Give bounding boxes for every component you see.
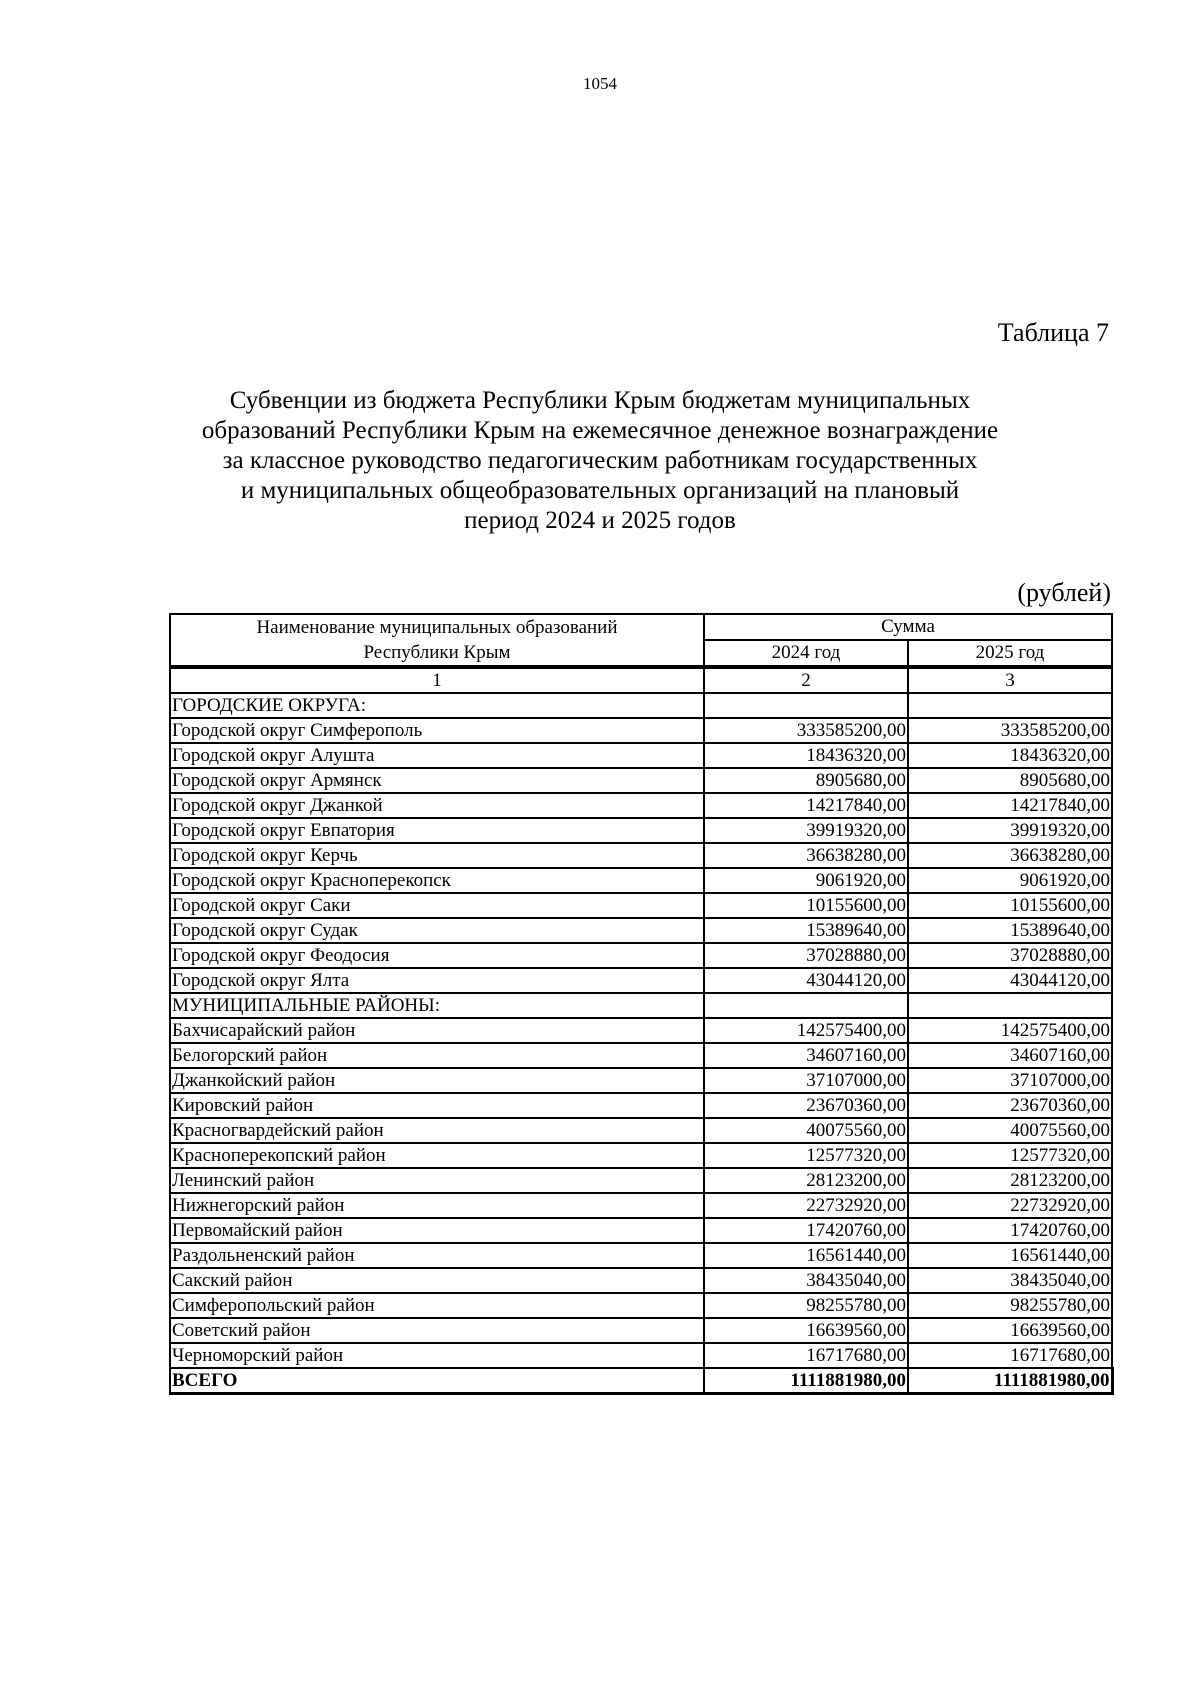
municipality-name: Красноперекопский район bbox=[170, 1143, 704, 1168]
amount-2024: 9061920,00 bbox=[704, 868, 908, 893]
table-row bbox=[170, 1143, 1112, 1168]
municipality-name: Городской округ Ялта bbox=[170, 968, 704, 993]
header-name-line1: Наименование муниципальных образований bbox=[256, 617, 618, 638]
amount-2025: 9061920,00 bbox=[908, 868, 1112, 893]
total-label: ВСЕГО bbox=[170, 1368, 704, 1394]
amount-2025: 43044120,00 bbox=[908, 968, 1112, 993]
table-row bbox=[170, 1168, 1112, 1193]
total-2024: 1111881980,00 bbox=[704, 1368, 908, 1394]
municipality-name: МУНИЦИПАЛЬНЫЕ РАЙОНЫ: bbox=[170, 993, 704, 1018]
amount-2025: 39919320,00 bbox=[908, 818, 1112, 843]
amount-2025: 10155600,00 bbox=[908, 893, 1112, 918]
amount-2025: 40075560,00 bbox=[908, 1118, 1112, 1143]
table-row bbox=[170, 993, 1112, 1018]
table-row bbox=[170, 818, 1112, 843]
municipality-name: Советский район bbox=[170, 1318, 704, 1343]
municipality-name: Сакский район bbox=[170, 1268, 704, 1293]
page-number: 1054 bbox=[583, 74, 617, 93]
amount-2024: 15389640,00 bbox=[704, 918, 908, 943]
amount-2025 bbox=[908, 693, 1112, 718]
municipality-name: Городской округ Судак bbox=[170, 918, 704, 943]
municipality-name: Черноморский район bbox=[170, 1343, 704, 1368]
table-row bbox=[170, 1193, 1112, 1218]
column-number: 2 bbox=[704, 667, 908, 693]
amount-2025: 142575400,00 bbox=[908, 1018, 1112, 1043]
title-line: период 2024 и 2025 годов bbox=[464, 507, 736, 534]
municipality-name: Городской округ Джанкой bbox=[170, 793, 704, 818]
amount-2025: 37107000,00 bbox=[908, 1068, 1112, 1093]
table-row bbox=[170, 843, 1112, 868]
subventions-table bbox=[169, 613, 1114, 1395]
amount-2024: 34607160,00 bbox=[704, 1043, 908, 1068]
amount-2025: 15389640,00 bbox=[908, 918, 1112, 943]
amount-2024: 37107000,00 bbox=[704, 1068, 908, 1093]
municipality-name: Красногвардейский район bbox=[170, 1118, 704, 1143]
total-row bbox=[170, 1368, 1112, 1394]
amount-2024: 142575400,00 bbox=[704, 1018, 908, 1043]
table-row bbox=[170, 1068, 1112, 1093]
table-row bbox=[170, 1118, 1112, 1143]
table-row bbox=[170, 1093, 1112, 1118]
amount-2024: 22732920,00 bbox=[704, 1193, 908, 1218]
municipality-name: Первомайский район bbox=[170, 1218, 704, 1243]
table-row bbox=[170, 1343, 1112, 1368]
amount-2024: 36638280,00 bbox=[704, 843, 908, 868]
municipality-name: Белогорский район bbox=[170, 1043, 704, 1068]
table-row bbox=[170, 768, 1112, 793]
municipality-name: Городской округ Феодосия bbox=[170, 943, 704, 968]
municipality-name: Городской округ Алушта bbox=[170, 743, 704, 768]
amount-2024: 23670360,00 bbox=[704, 1093, 908, 1118]
header-sum: Сумма bbox=[704, 614, 1112, 640]
amount-2025 bbox=[908, 993, 1112, 1018]
total-2025: 1111881980,00 bbox=[908, 1368, 1112, 1394]
table-row bbox=[170, 1243, 1112, 1268]
header-name-cell bbox=[170, 614, 704, 667]
table-row bbox=[170, 693, 1112, 718]
amount-2025: 16639560,00 bbox=[908, 1318, 1112, 1343]
header-year-2024: 2024 год bbox=[704, 640, 908, 667]
amount-2025: 12577320,00 bbox=[908, 1143, 1112, 1168]
table-row bbox=[170, 718, 1112, 743]
municipality-name: Городской округ Керчь bbox=[170, 843, 704, 868]
table-row bbox=[170, 1218, 1112, 1243]
amount-2024: 16561440,00 bbox=[704, 1243, 908, 1268]
amount-2025: 28123200,00 bbox=[908, 1168, 1112, 1193]
table-row bbox=[170, 743, 1112, 768]
municipality-name: Городской округ Саки bbox=[170, 893, 704, 918]
municipality-name: Городской округ Армянск bbox=[170, 768, 704, 793]
amount-2024: 37028880,00 bbox=[704, 943, 908, 968]
amount-2024: 98255780,00 bbox=[704, 1293, 908, 1318]
table-header bbox=[170, 614, 1112, 667]
amount-2025: 22732920,00 bbox=[908, 1193, 1112, 1218]
title-line: образований Республики Крым на ежемесячное денежное вознаграждение bbox=[201, 417, 999, 444]
column-number: 3 bbox=[908, 667, 1112, 693]
document-title bbox=[150, 386, 1050, 536]
amount-2025: 16561440,00 bbox=[908, 1243, 1112, 1268]
amount-2024: 18436320,00 bbox=[704, 743, 908, 768]
amount-2024: 28123200,00 bbox=[704, 1168, 908, 1193]
amount-2024 bbox=[704, 993, 908, 1018]
amount-2024: 39919320,00 bbox=[704, 818, 908, 843]
table-row bbox=[170, 943, 1112, 968]
table-row bbox=[170, 1268, 1112, 1293]
table-row bbox=[170, 1043, 1112, 1068]
municipality-name: Симферопольский район bbox=[170, 1293, 704, 1318]
amount-2025: 34607160,00 bbox=[908, 1043, 1112, 1068]
units-label: (рублей) bbox=[1017, 578, 1111, 607]
table-row bbox=[170, 1318, 1112, 1343]
table-row bbox=[170, 918, 1112, 943]
amount-2024: 17420760,00 bbox=[704, 1218, 908, 1243]
amount-2025: 23670360,00 bbox=[908, 1093, 1112, 1118]
table-row bbox=[170, 868, 1112, 893]
municipality-name: Нижнегорский район bbox=[170, 1193, 704, 1218]
amount-2024: 8905680,00 bbox=[704, 768, 908, 793]
table-row bbox=[170, 968, 1112, 993]
header-name-line2: Республики Крым bbox=[363, 642, 511, 663]
municipality-name: ГОРОДСКИЕ ОКРУГА: bbox=[170, 693, 704, 718]
amount-2025: 16717680,00 bbox=[908, 1343, 1112, 1368]
amount-2024: 333585200,00 bbox=[704, 718, 908, 743]
amount-2024: 16639560,00 bbox=[704, 1318, 908, 1343]
amount-2025: 36638280,00 bbox=[908, 843, 1112, 868]
municipality-name: Кировский район bbox=[170, 1093, 704, 1118]
title-line: и муниципальных общеобразовательных организаций на плановый bbox=[240, 477, 960, 504]
column-number: 1 bbox=[170, 667, 704, 693]
title-line: Субвенции из бюджета Республики Крым бюджетам муниципальных bbox=[229, 387, 971, 414]
table-row bbox=[170, 793, 1112, 818]
municipality-name: Бахчисарайский район bbox=[170, 1018, 704, 1043]
header-year-2025: 2025 год bbox=[908, 640, 1112, 667]
municipality-name: Городской округ Симферополь bbox=[170, 718, 704, 743]
table-row bbox=[170, 893, 1112, 918]
amount-2024 bbox=[704, 693, 908, 718]
municipality-name: Раздольненский район bbox=[170, 1243, 704, 1268]
amount-2024: 16717680,00 bbox=[704, 1343, 908, 1368]
table-row bbox=[170, 1293, 1112, 1318]
title-line: за классное руководство педагогическим работникам государственных bbox=[222, 447, 978, 474]
amount-2024: 40075560,00 bbox=[704, 1118, 908, 1143]
table-label: Таблица 7 bbox=[997, 318, 1109, 347]
amount-2025: 38435040,00 bbox=[908, 1268, 1112, 1293]
amount-2024: 12577320,00 bbox=[704, 1143, 908, 1168]
amount-2024: 10155600,00 bbox=[704, 893, 908, 918]
table-row bbox=[170, 1018, 1112, 1043]
amount-2025: 98255780,00 bbox=[908, 1293, 1112, 1318]
amount-2025: 17420760,00 bbox=[908, 1218, 1112, 1243]
table-body bbox=[170, 667, 1112, 1394]
amount-2024: 38435040,00 bbox=[704, 1268, 908, 1293]
municipality-name: Городской округ Евпатория bbox=[170, 818, 704, 843]
amount-2024: 14217840,00 bbox=[704, 793, 908, 818]
amount-2025: 8905680,00 bbox=[908, 768, 1112, 793]
amount-2024: 43044120,00 bbox=[704, 968, 908, 993]
municipality-name: Джанкойский район bbox=[170, 1068, 704, 1093]
amount-2025: 37028880,00 bbox=[908, 943, 1112, 968]
amount-2025: 18436320,00 bbox=[908, 743, 1112, 768]
amount-2025: 333585200,00 bbox=[908, 718, 1112, 743]
municipality-name: Ленинский район bbox=[170, 1168, 704, 1193]
amount-2025: 14217840,00 bbox=[908, 793, 1112, 818]
column-number-row bbox=[170, 667, 1112, 693]
municipality-name: Городской округ Красноперекопск bbox=[170, 868, 704, 893]
